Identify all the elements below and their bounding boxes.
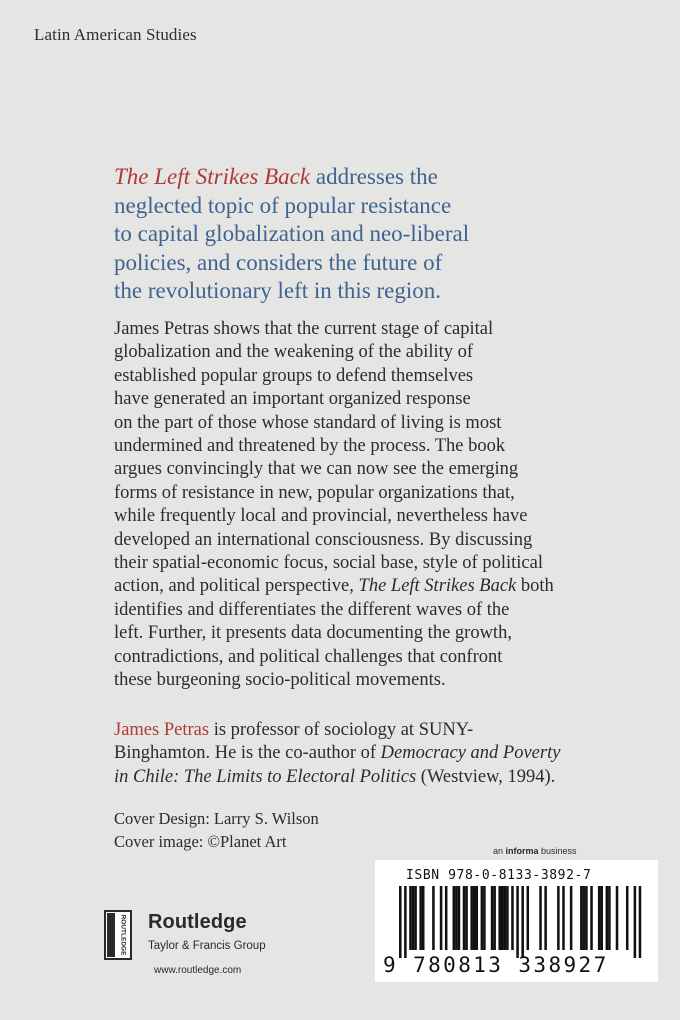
bio-text: (Westview, 1994). (416, 766, 556, 787)
informa-brand: informa (505, 846, 539, 856)
barcode-bar (498, 886, 501, 950)
author-name: James Petras (114, 720, 210, 740)
informa-tagline: an informa business (493, 846, 577, 856)
barcode-bar (465, 886, 468, 950)
barcode-bar (445, 886, 448, 950)
barcode-guard-bar (399, 886, 402, 958)
barcode-bar (419, 886, 422, 950)
barcode-bar (504, 886, 507, 950)
barcode-bar (570, 886, 573, 950)
barcode-bar (501, 886, 504, 950)
description-line: their spatial-economic focus, social base, style of political (114, 553, 543, 574)
blurb-line: policies, and considers the future of (114, 249, 443, 275)
blurb-book-title: The Left Strikes Back (114, 164, 311, 189)
barcode-bar (493, 886, 496, 950)
cover-credits (114, 808, 319, 853)
barcode-bar (590, 886, 593, 950)
barcode-bar (527, 886, 530, 950)
barcode-guard-bar (634, 886, 637, 958)
description-line: forms of resistance in new, popular organizations that, (114, 482, 515, 503)
isbn-label: ISBN 978-0-8133-3892-7 (406, 868, 592, 883)
barcode-bar (473, 886, 476, 950)
barcode-digits: 9 780813 338927 (383, 953, 609, 977)
series-label: Latin American Studies (34, 25, 197, 44)
barcode-bar (626, 886, 629, 950)
barcode-bar (409, 886, 412, 950)
description-line: argues convincingly that we can now see the emerging (114, 459, 519, 480)
barcode-guard-bar (639, 886, 642, 958)
barcode-bar (583, 886, 586, 950)
barcode-bar (544, 886, 547, 950)
barcode-bar (491, 886, 494, 950)
barcode-bar (463, 886, 466, 950)
barcode-guard-bar (404, 886, 407, 958)
description-line: while frequently local and provincial, nevertheless have (114, 506, 528, 527)
description-line: undermined and threatened by the process. The book (114, 436, 506, 457)
logo-lettering: ROUTLEDGE (119, 914, 127, 956)
barcode-bar (580, 886, 583, 950)
barcode-bar (476, 886, 479, 950)
blurb-line: addresses the (310, 164, 438, 189)
barcode-bar (455, 886, 458, 950)
barcode-bar (511, 886, 514, 950)
barcode-bar (432, 886, 435, 950)
barcode-bar (483, 886, 486, 950)
blurb-line: the revolutionary left in this region. (114, 278, 442, 303)
bio-book-title: Democracy and Poverty (380, 743, 561, 764)
barcode-bar (453, 886, 456, 950)
description-line: have generated an important organized response (114, 389, 471, 410)
barcode-bar (422, 886, 425, 950)
publisher-url: www.routledge.com (154, 965, 242, 976)
publisher-block (104, 910, 304, 980)
author-bio (114, 719, 584, 789)
description-book-title: The Left Strikes Back (358, 576, 517, 597)
description-line: developed an international consciousness. By discussing (114, 529, 533, 550)
barcode-guard-bar (516, 886, 519, 958)
publisher-name: Routledge (148, 911, 247, 933)
cover-design-credit: Cover Design: Larry S. Wilson (114, 809, 319, 828)
barcode-bar (598, 886, 601, 950)
barcode-bar (458, 886, 461, 950)
description-line: on the part of those whose standard of living is most (114, 412, 502, 433)
description-line: globalization and the weakening of the ability of (114, 342, 474, 363)
bio-line (114, 719, 584, 742)
bio-line (114, 742, 584, 765)
description-line-end: both (516, 576, 554, 597)
isbn-barcode (375, 860, 658, 982)
description-line: James Petras shows that the current stage of capital (114, 319, 494, 339)
description-line: these burgeoning socio-political movements. (114, 670, 446, 691)
description (114, 318, 584, 693)
blurb-line: neglected topic of popular resistance (114, 192, 452, 218)
barcode-bar (440, 886, 443, 950)
barcode-guard-bar (521, 886, 524, 958)
description-line: identifies and differentiates the different waves of the (114, 599, 510, 620)
barcode-bar (470, 886, 473, 950)
blurb (114, 163, 574, 306)
description-line: left. Further, it presents data documenting the growth, (114, 623, 512, 644)
bio-line (114, 766, 584, 789)
publisher-group: Taylor & Francis Group (148, 940, 266, 952)
barcode-bar (539, 886, 542, 950)
routledge-logo-icon (104, 910, 132, 960)
barcode-bar (412, 886, 415, 950)
description-line-with-title (114, 575, 584, 598)
barcode-bar (562, 886, 565, 950)
bio-text: is professor of sociology at SUNY- (209, 720, 474, 740)
cover-image-credit: Cover image: ©Planet Art (114, 831, 287, 851)
barcode-bar (506, 886, 509, 950)
barcode-bar (600, 886, 603, 950)
bio-text: Binghamton. He is the co-author of (114, 743, 381, 764)
barcode-bar (414, 886, 417, 950)
bio-book-title: in Chile: The Limits to Electoral Politics (114, 766, 417, 787)
description-line-start: action, and political perspective, (114, 576, 359, 597)
description-line: established popular groups to defend themselves (114, 365, 474, 386)
barcode-bar (585, 886, 588, 950)
barcode-bar (608, 886, 611, 950)
description-line: contradictions, and political challenges that confront (114, 646, 503, 667)
blurb-line: to capital globalization and neo-liberal (114, 221, 470, 246)
barcode-bar (481, 886, 484, 950)
barcode-bar (616, 886, 619, 950)
barcode-bar (606, 886, 609, 950)
barcode-bar (557, 886, 560, 950)
